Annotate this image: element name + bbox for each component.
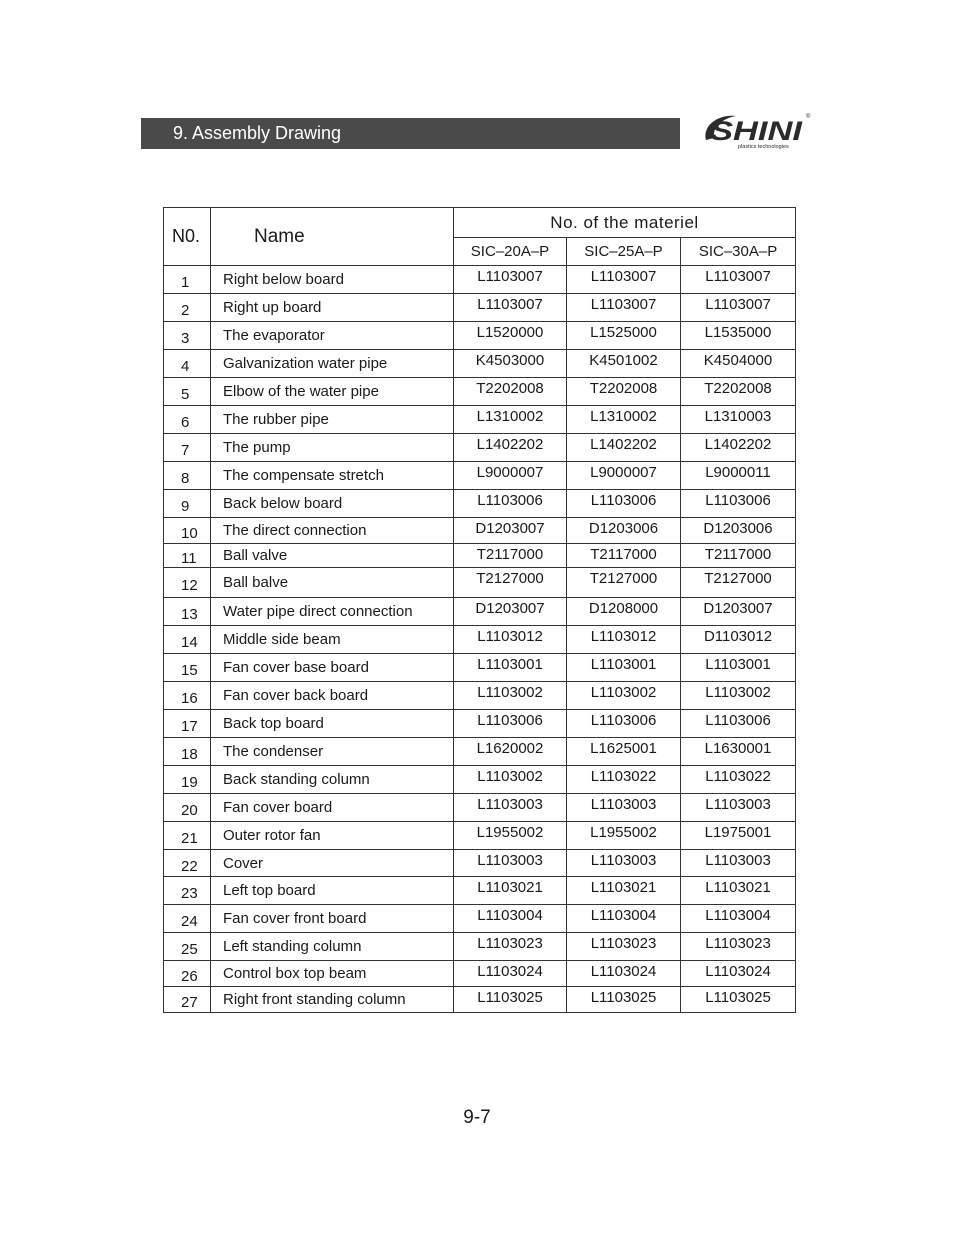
materiel-code: L1103007 [681,266,796,294]
table-row [164,490,796,518]
part-name: Left top board [211,877,454,905]
materiel-code: L1103004 [681,905,796,933]
table-row [164,378,796,406]
row-number: 23 [164,877,211,905]
materiel-code: L1630001 [681,738,796,766]
part-name: The rubber pipe [211,406,454,434]
part-name: Fan cover front board [211,905,454,933]
materiel-code: L1103025 [567,987,681,1013]
materiel-code: L1103002 [454,766,567,794]
part-name: The pump [211,434,454,462]
materiel-code: L1310002 [454,406,567,434]
materiel-code: L1103003 [567,794,681,822]
row-number: 27 [164,987,211,1013]
materiel-code: K4503000 [454,350,567,378]
materiel-code: L1535000 [681,322,796,350]
materiel-code: L1402202 [681,434,796,462]
table-row [164,877,796,905]
materiel-code: L1620002 [454,738,567,766]
row-number: 19 [164,766,211,794]
table-row [164,406,796,434]
table-row [164,961,796,987]
materiel-code: L1103023 [681,933,796,961]
materiel-code: L9000011 [681,462,796,490]
materiel-code: D1103012 [681,626,796,654]
materiel-code: L1955002 [567,822,681,850]
materiel-code: T2202008 [454,378,567,406]
table-row [164,905,796,933]
part-name: The direct connection [211,518,454,544]
row-number: 17 [164,710,211,738]
part-name: Ball valve [211,544,454,568]
materiel-code: L1625001 [567,738,681,766]
row-number: 8 [164,462,211,490]
materiel-table [163,207,796,1013]
header-no: N0. [164,208,211,266]
row-number: 5 [164,378,211,406]
materiel-code: K4504000 [681,350,796,378]
table-row [164,598,796,626]
part-name: The condenser [211,738,454,766]
materiel-code: D1203006 [681,518,796,544]
part-name: Back top board [211,710,454,738]
row-number: 18 [164,738,211,766]
header-model: SIC–25A–P [567,238,681,266]
materiel-code: L9000007 [454,462,567,490]
materiel-code: L1103007 [567,266,681,294]
materiel-code: L1103022 [567,766,681,794]
part-name: Right front standing column [211,987,454,1013]
part-name: Outer rotor fan [211,822,454,850]
row-number: 22 [164,850,211,877]
materiel-code: L1103007 [681,294,796,322]
materiel-code: L1520000 [454,322,567,350]
part-name: Water pipe direct connection [211,598,454,626]
materiel-code: L1103003 [454,794,567,822]
table-row [164,544,796,568]
row-number: 1 [164,266,211,294]
materiel-code: L1103007 [454,266,567,294]
row-number: 16 [164,682,211,710]
materiel-code: L1402202 [567,434,681,462]
materiel-code: L1103003 [454,850,567,877]
materiel-code: L1103021 [681,877,796,905]
materiel-code: L1310003 [681,406,796,434]
table-row [164,682,796,710]
table-row [164,987,796,1013]
materiel-code: L1103002 [567,682,681,710]
part-name: Right below board [211,266,454,294]
materiel-code: L1955002 [454,822,567,850]
header-materiel-number: No. of the materiel [454,208,796,238]
table-row [164,794,796,822]
materiel-code: L1103025 [454,987,567,1013]
section-title: 9. Assembly Drawing [173,123,342,143]
materiel-code: L1103006 [454,490,567,518]
row-number: 21 [164,822,211,850]
materiel-code: L1310002 [567,406,681,434]
table-row [164,518,796,544]
table-row [164,350,796,378]
table-row [164,462,796,490]
part-name: Right up board [211,294,454,322]
row-number: 20 [164,794,211,822]
materiel-code: L1103006 [681,710,796,738]
part-name: Cover [211,850,454,877]
materiel-code: L1103007 [567,294,681,322]
materiel-code: L1103025 [681,987,796,1013]
materiel-code: D1208000 [567,598,681,626]
row-number: 25 [164,933,211,961]
table-row [164,434,796,462]
materiel-code: L1402202 [454,434,567,462]
materiel-code: D1203006 [567,518,681,544]
row-number: 11 [164,544,211,568]
row-number: 9 [164,490,211,518]
row-number: 10 [164,518,211,544]
table-row [164,710,796,738]
materiel-code: T2127000 [454,568,567,598]
materiel-code: L1103024 [681,961,796,987]
materiel-code: L1103023 [567,933,681,961]
part-name: The compensate stretch [211,462,454,490]
materiel-code: L1103012 [567,626,681,654]
row-number: 2 [164,294,211,322]
materiel-code: T2202008 [681,378,796,406]
materiel-code: T2127000 [567,568,681,598]
table-row [164,738,796,766]
logo-brand: SHINI [710,116,803,146]
materiel-code: L1103023 [454,933,567,961]
part-name: Control box top beam [211,961,454,987]
materiel-code: L1103021 [454,877,567,905]
materiel-code: L1103003 [567,850,681,877]
materiel-code: L1103002 [454,682,567,710]
part-name: Fan cover back board [211,682,454,710]
table-row [164,626,796,654]
materiel-code: L1103024 [567,961,681,987]
row-number: 6 [164,406,211,434]
table-row [164,766,796,794]
materiel-code: L1103004 [567,905,681,933]
materiel-code: L1103022 [681,766,796,794]
table-row [164,933,796,961]
materiel-code: L1103003 [681,794,796,822]
materiel-code: L1103006 [454,710,567,738]
header-name: Name [211,208,454,266]
header-model: SIC–30A–P [681,238,796,266]
table-row [164,266,796,294]
row-number: 12 [164,568,211,598]
part-name: Fan cover board [211,794,454,822]
materiel-code: T2202008 [567,378,681,406]
materiel-code: D1203007 [681,598,796,626]
table-row [164,294,796,322]
part-name: Galvanization water pipe [211,350,454,378]
table-header-row [164,208,796,238]
table-row [164,850,796,877]
materiel-code: L1103001 [454,654,567,682]
section-title-bar [141,118,680,149]
shini-logo [700,108,815,152]
part-name: Fan cover base board [211,654,454,682]
row-number: 3 [164,322,211,350]
materiel-code: T2117000 [567,544,681,568]
materiel-code: L1103004 [454,905,567,933]
part-name: Ball balve [211,568,454,598]
materiel-code: L1103006 [567,490,681,518]
row-number: 7 [164,434,211,462]
materiel-code: L1975001 [681,822,796,850]
materiel-code: L9000007 [567,462,681,490]
materiel-code: L1525000 [567,322,681,350]
materiel-code: T2117000 [681,544,796,568]
materiel-code: D1203007 [454,518,567,544]
part-name: Elbow of the water pipe [211,378,454,406]
row-number: 24 [164,905,211,933]
materiel-code: L1103002 [681,682,796,710]
materiel-code: T2117000 [454,544,567,568]
row-number: 26 [164,961,211,987]
table-row [164,654,796,682]
part-name: Left standing column [211,933,454,961]
logo-registered: ® [806,114,811,120]
part-name: Back standing column [211,766,454,794]
part-name: Back below board [211,490,454,518]
row-number: 15 [164,654,211,682]
materiel-code: L1103001 [567,654,681,682]
table-row [164,822,796,850]
logo-tagline: plastics technologies [738,144,789,150]
materiel-code: K4501002 [567,350,681,378]
row-number: 13 [164,598,211,626]
row-number: 4 [164,350,211,378]
materiel-code: T2127000 [681,568,796,598]
materiel-code: L1103007 [454,294,567,322]
materiel-code: D1203007 [454,598,567,626]
materiel-code: L1103001 [681,654,796,682]
materiel-code: L1103024 [454,961,567,987]
row-number: 14 [164,626,211,654]
materiel-code: L1103003 [681,850,796,877]
table-row [164,322,796,350]
part-name: The evaporator [211,322,454,350]
part-name: Middle side beam [211,626,454,654]
materiel-code: L1103021 [567,877,681,905]
page-number: 9-7 [463,1107,491,1128]
materiel-code: L1103006 [681,490,796,518]
materiel-code: L1103006 [567,710,681,738]
table-row [164,568,796,598]
materiel-code: L1103012 [454,626,567,654]
header-model: SIC–20A–P [454,238,567,266]
